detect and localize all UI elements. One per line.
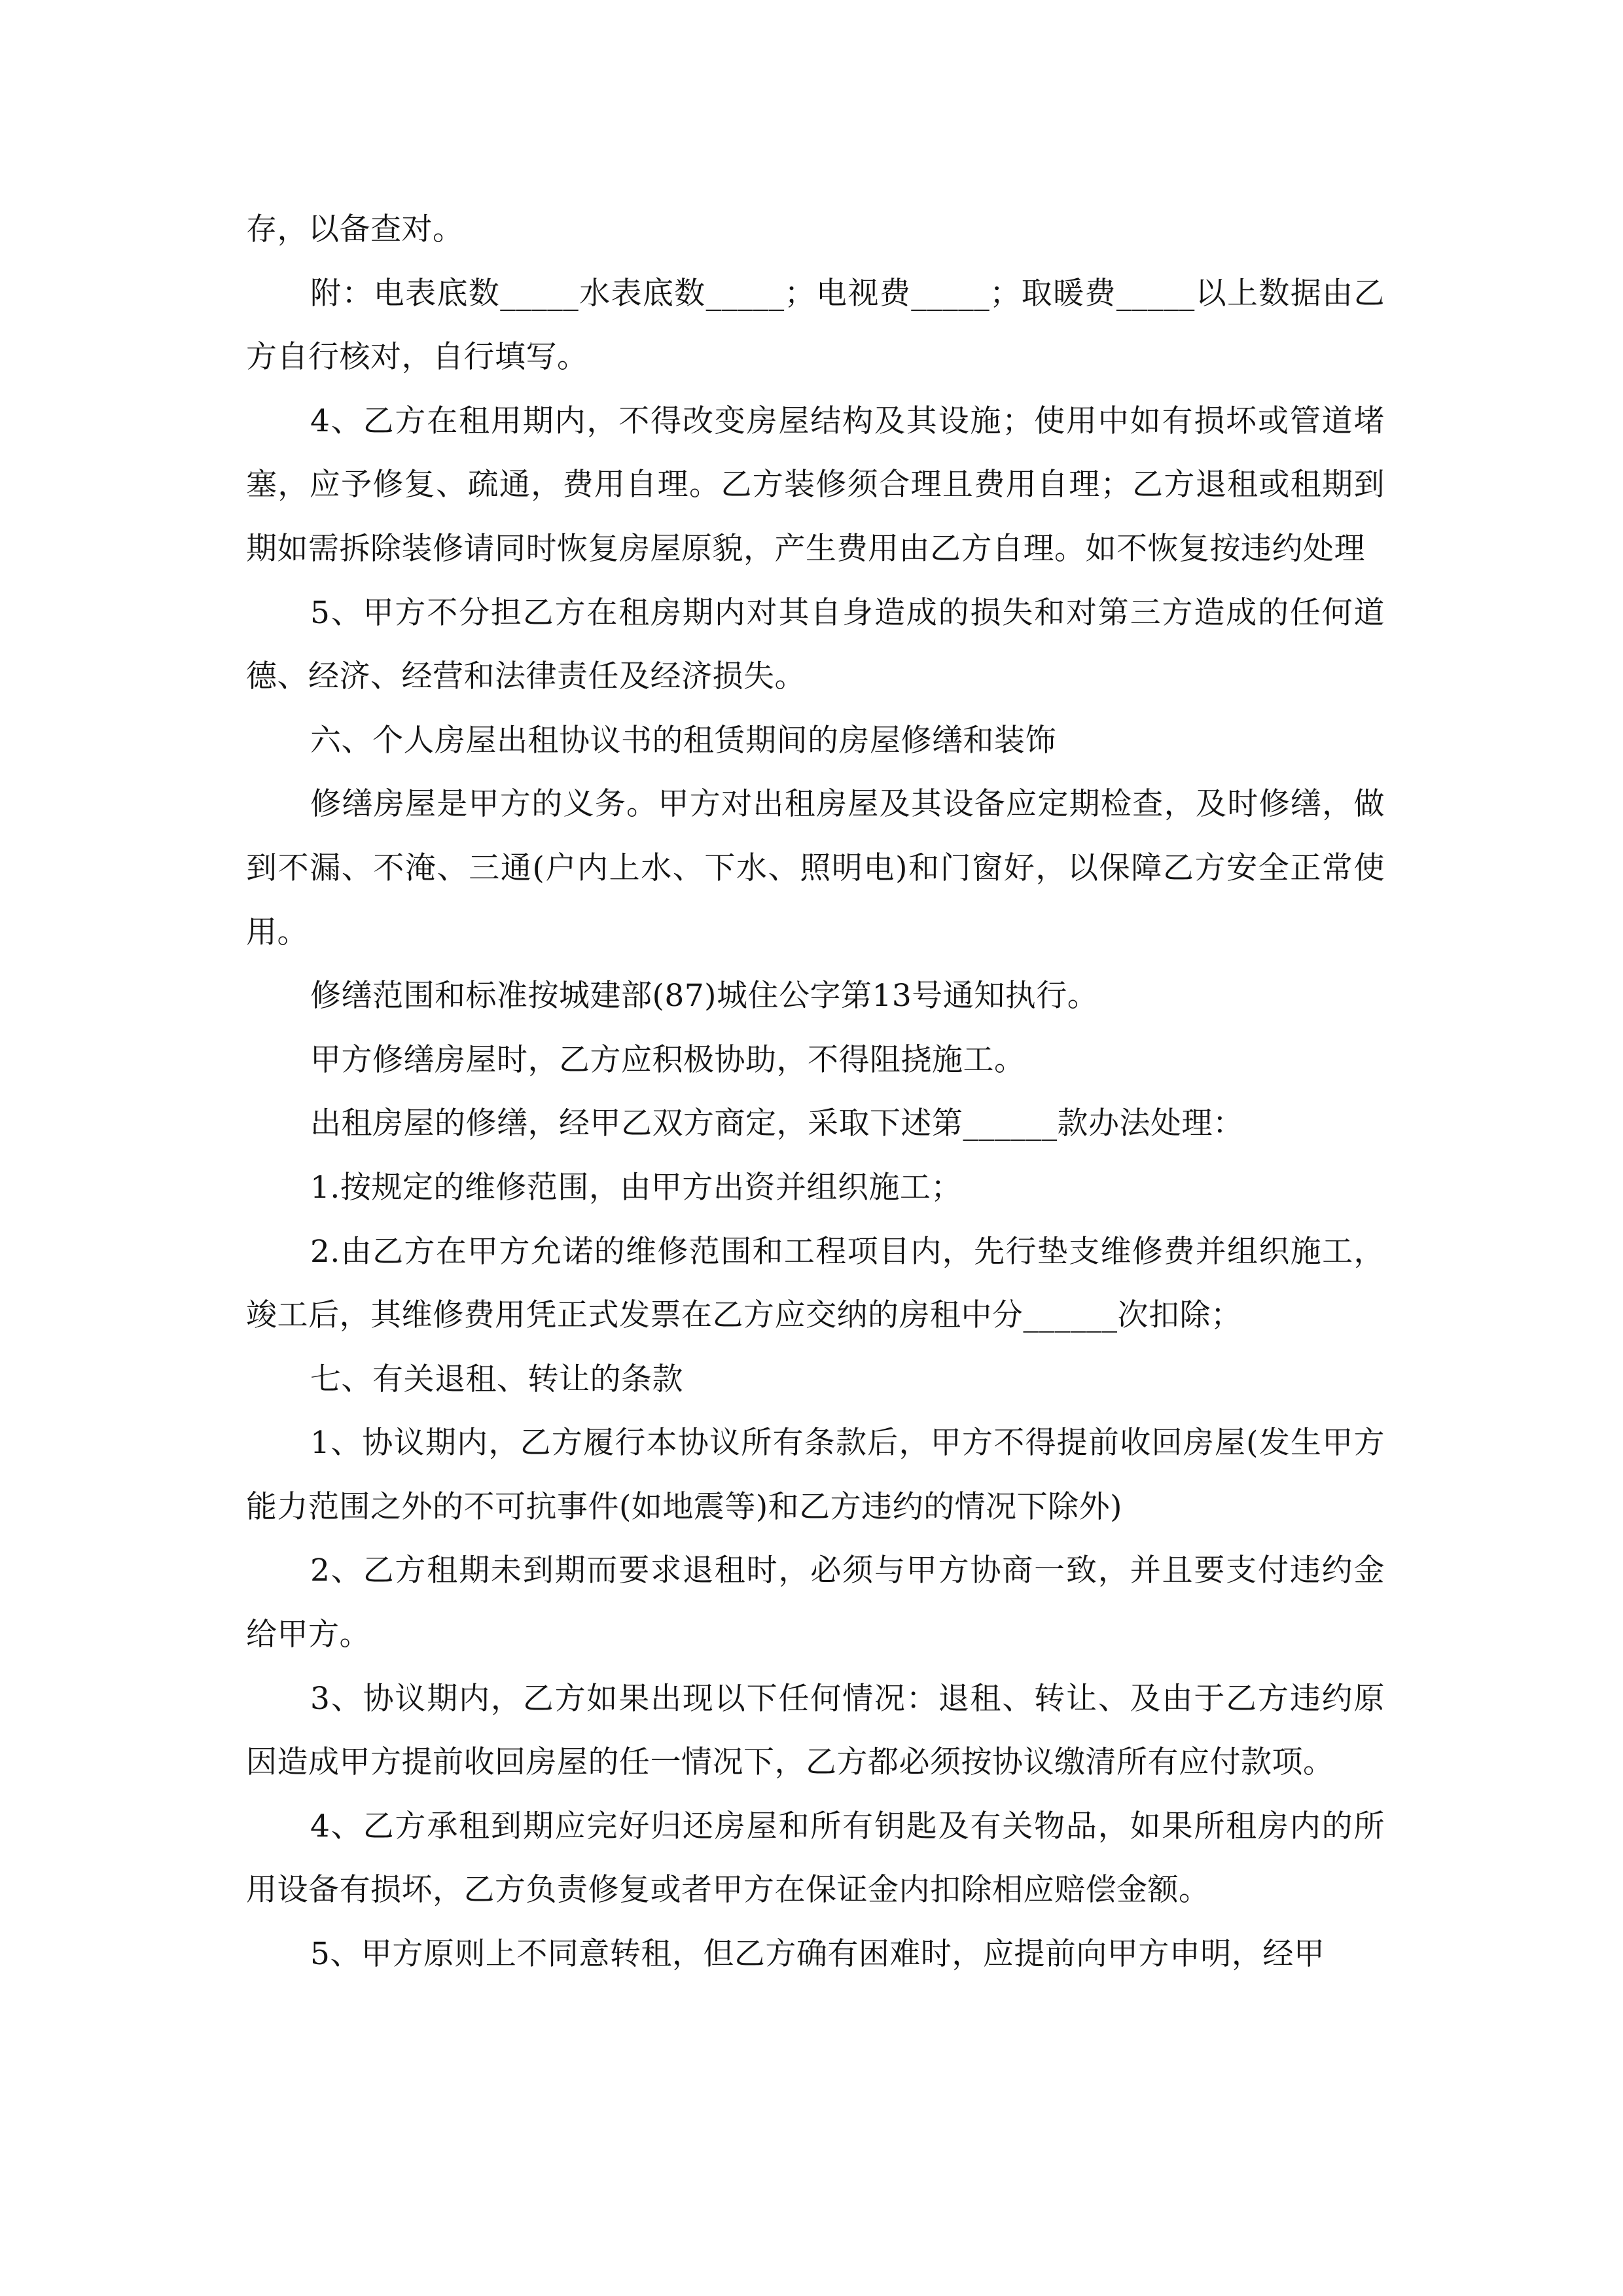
paragraph-repair-method: 出租房屋的修缮，经甲乙双方商定，采取下述第______款办法处理： bbox=[310, 1105, 1244, 1142]
paragraph-termination-5: 5、甲方原则上不同意转租，但乙方确有困难时，应提前向甲方申明，经甲 bbox=[310, 1936, 1325, 1973]
paragraph-meter-readings: 附：电表底数_____水表底数_____；电视费_____；取暖费_____以上数据由乙方自行核对，自行填写。 bbox=[246, 275, 1385, 376]
paragraph-termination-2: 2、乙方租期未到期而要求退租时，必须与甲方协商一致，并且要支付违约金给甲方。 bbox=[246, 1552, 1385, 1653]
paragraph-clause-4-structure: 4、乙方在租用期内，不得改变房屋结构及其设施；使用中如有损坏或管道堵塞，应予修复、疏通，费用自理。乙方装修须合理且费用自理；乙方退租或租期到期如需拆除装修请同时恢复房屋原貌，产生费用由乙方自理。如不恢复按违约处理 bbox=[246, 403, 1385, 567]
document-body bbox=[246, 198, 1385, 1986]
section-heading-seven: 七、有关退租、转让的条款 bbox=[310, 1361, 683, 1397]
paragraph-repair-standard: 修缮范围和标准按城建部(87)城住公字第13号通知执行。 bbox=[310, 978, 1099, 1014]
paragraph-repair-duty: 修缮房屋是甲方的义务。甲方对出租房屋及其设备应定期检查，及时修缮，做到不漏、不淹、三通(户内上水、下水、照明电)和门窗好，以保障乙方安全正常使用。 bbox=[246, 786, 1385, 950]
paragraph-continuation: 存，以备查对。 bbox=[246, 211, 464, 247]
paragraph-termination-1: 1、协议期内，乙方履行本协议所有条款后，甲方不得提前收回房屋(发生甲方能力范围之外的不可抗事件(如地震等)和乙方违约的情况下除外) bbox=[246, 1425, 1385, 1525]
section-heading-six: 六、个人房屋出租协议书的租赁期间的房屋修缮和装饰 bbox=[310, 722, 1056, 759]
paragraph-repair-option-1: 1.按规定的维修范围，由甲方出资并组织施工； bbox=[310, 1169, 962, 1206]
paragraph-termination-3: 3、协议期内，乙方如果出现以下任何情况：退租、转让、及由于乙方违约原因造成甲方提前收回房屋的任一情况下，乙方都必须按协议缴清所有应付款项。 bbox=[246, 1680, 1385, 1781]
paragraph-clause-5-liability: 5、甲方不分担乙方在租房期内对其自身造成的损失和对第三方造成的任何道德、经济、经营和法律责任及经济损失。 bbox=[246, 594, 1385, 695]
paragraph-termination-4: 4、乙方承租到期应完好归还房屋和所有钥匙及有关物品，如果所租房内的所用设备有损坏，乙方负责修复或者甲方在保证金内扣除相应赔偿金额。 bbox=[246, 1808, 1385, 1909]
paragraph-repair-cooperation: 甲方修缮房屋时，乙方应积极协助，不得阻挠施工。 bbox=[310, 1041, 1026, 1078]
paragraph-repair-option-2: 2.由乙方在甲方允诺的维修范围和工程项目内，先行垫支维修费并组织施工，竣工后，其维修费用凭正式发票在乙方应交纳的房租中分______次扣除； bbox=[246, 1233, 1385, 1334]
